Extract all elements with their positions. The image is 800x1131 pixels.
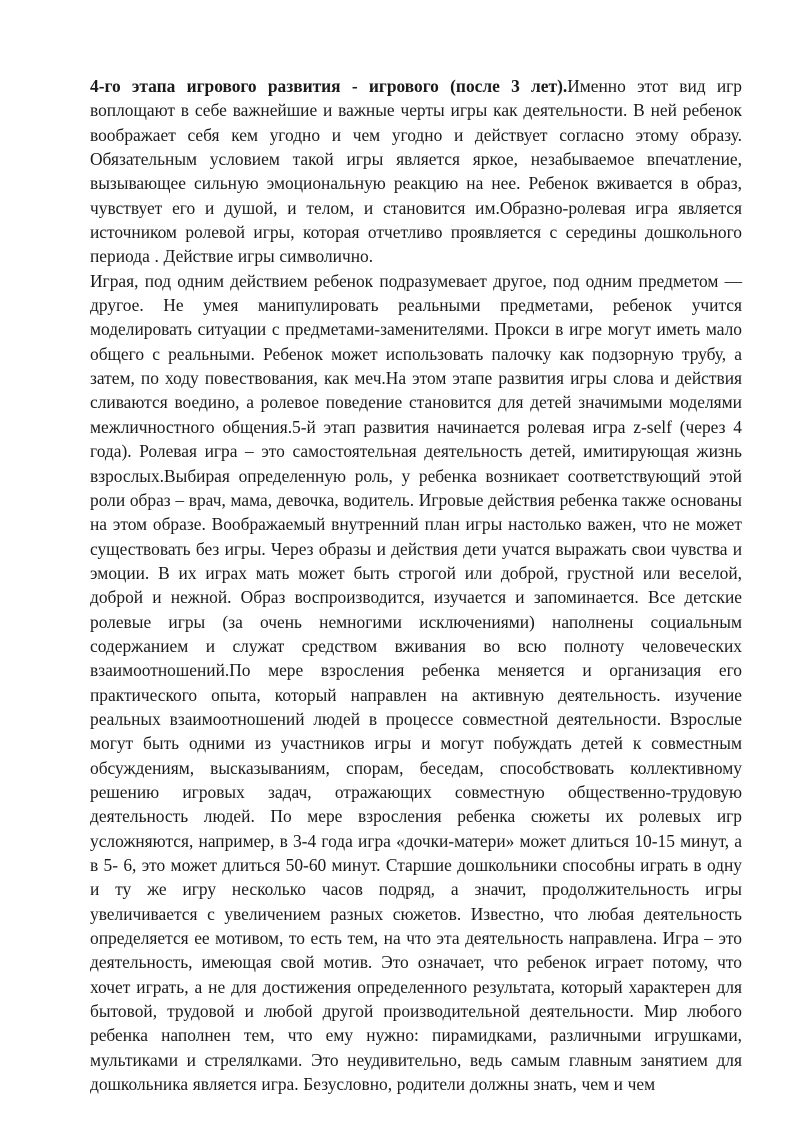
paragraph-1-text: Именно этот вид игр воплощают в себе важнейшие и важные черты игры как деятельности. В ней ребенок воображает себя кем угодно и чем угодно и действует согласно этому образу. Обязательным условием такой игры является яркое, незабываемое впечатление, вызывающее сильную эмоциональную реакцию на нее. Ребенок вживается в образ, чувствует его и душой, и телом, и становится им.Образно-ролевая игра является источником ролевой игры, которая отчетливо проявляется с середины дошкольного периода . Действие игры символично.	[90, 76, 742, 267]
section-heading: 4-го этапа игрового развития - игрового (после 3 лет).	[90, 76, 568, 96]
paragraph-2: Играя, под одним действием ребенок подразумевает другое, под одним предметом — другое. Не умея манипулировать реальными предметами, ребенок учится моделировать ситуации с предметами-заменителями. Прокси в игре могут иметь мало общего с реальными. Ребенок может использовать палочку как подзорную трубу, а затем, по ходу повествования, как меч.На этом этапе развития игры слова и действия сливаются воедино, а ролевое поведение становится для детей значимыми моделями межличностного общения.5-й этап развития начинается ролевая игра z-self (через 4 года). Ролевая игра – это самостоятельная деятельность детей, имитирующая жизнь взрослых.Выбирая определенную роль, у ребенка возникает соответствующий этой роли образ – врач, мама, девочка, водитель. Игровые действия ребенка также основаны на этом образе. Воображаемый внутренний план игры настолько важен, что не может существовать без игры. Через образы и действия дети учатся выражать свои чувства и эмоции. В их играх мать может быть строгой или доброй, грустной или веселой, доброй и нежной. Образ воспроизводится, изучается и запоминается. Все детские ролевые игры (за очень немногими исключениями) наполнены социальным содержанием и служат средством вживания во всю полноту человеческих взаимоотношений.По мере взросления ребенка меняется и организация его практического опыта, который направлен на активную деятельность. изучение реальных взаимоотношений людей в процессе совместной деятельности. Взрослые могут быть одними из участников игры и могут побуждать детей к совместным обсуждениям, высказываниям, спорам, беседам, способствовать коллективному решению игровых задач, отражающих совместную общественно-трудовую деятельность людей. По мере взросления ребенка сюжеты их ролевых игр усложняются, например, в 3-4 года игра «дочки-матери» может длиться 10-15 минут, а в 5- 6, это может длиться 50-60 минут. Старшие дошкольники способны играть в одну и ту же игру несколько часов подряд, а значит, продолжительность игры увеличивается с увеличением разных сюжетов. Известно, что любая деятельность определяется ее мотивом, то есть тем, на что эта деятельность направлена. Игра – это деятельность, имеющая свой мотив. Это означает, что ребенок играет потому, что хочет играть, а не для достижения определенного результата, который характерен для бытовой, трудовой и любой другой производительной деятельности. Мир любого ребенка наполнен тем, что ему нужно: пирамидками, различными игрушками, мультиками и стрелялками. Это неудивительно, ведь самым главным занятием для дошкольника является игра. Безусловно, родители должны знать, чем и чем	[90, 270, 742, 1095]
paragraph-1	[90, 74, 742, 269]
document-body	[90, 74, 742, 1096]
